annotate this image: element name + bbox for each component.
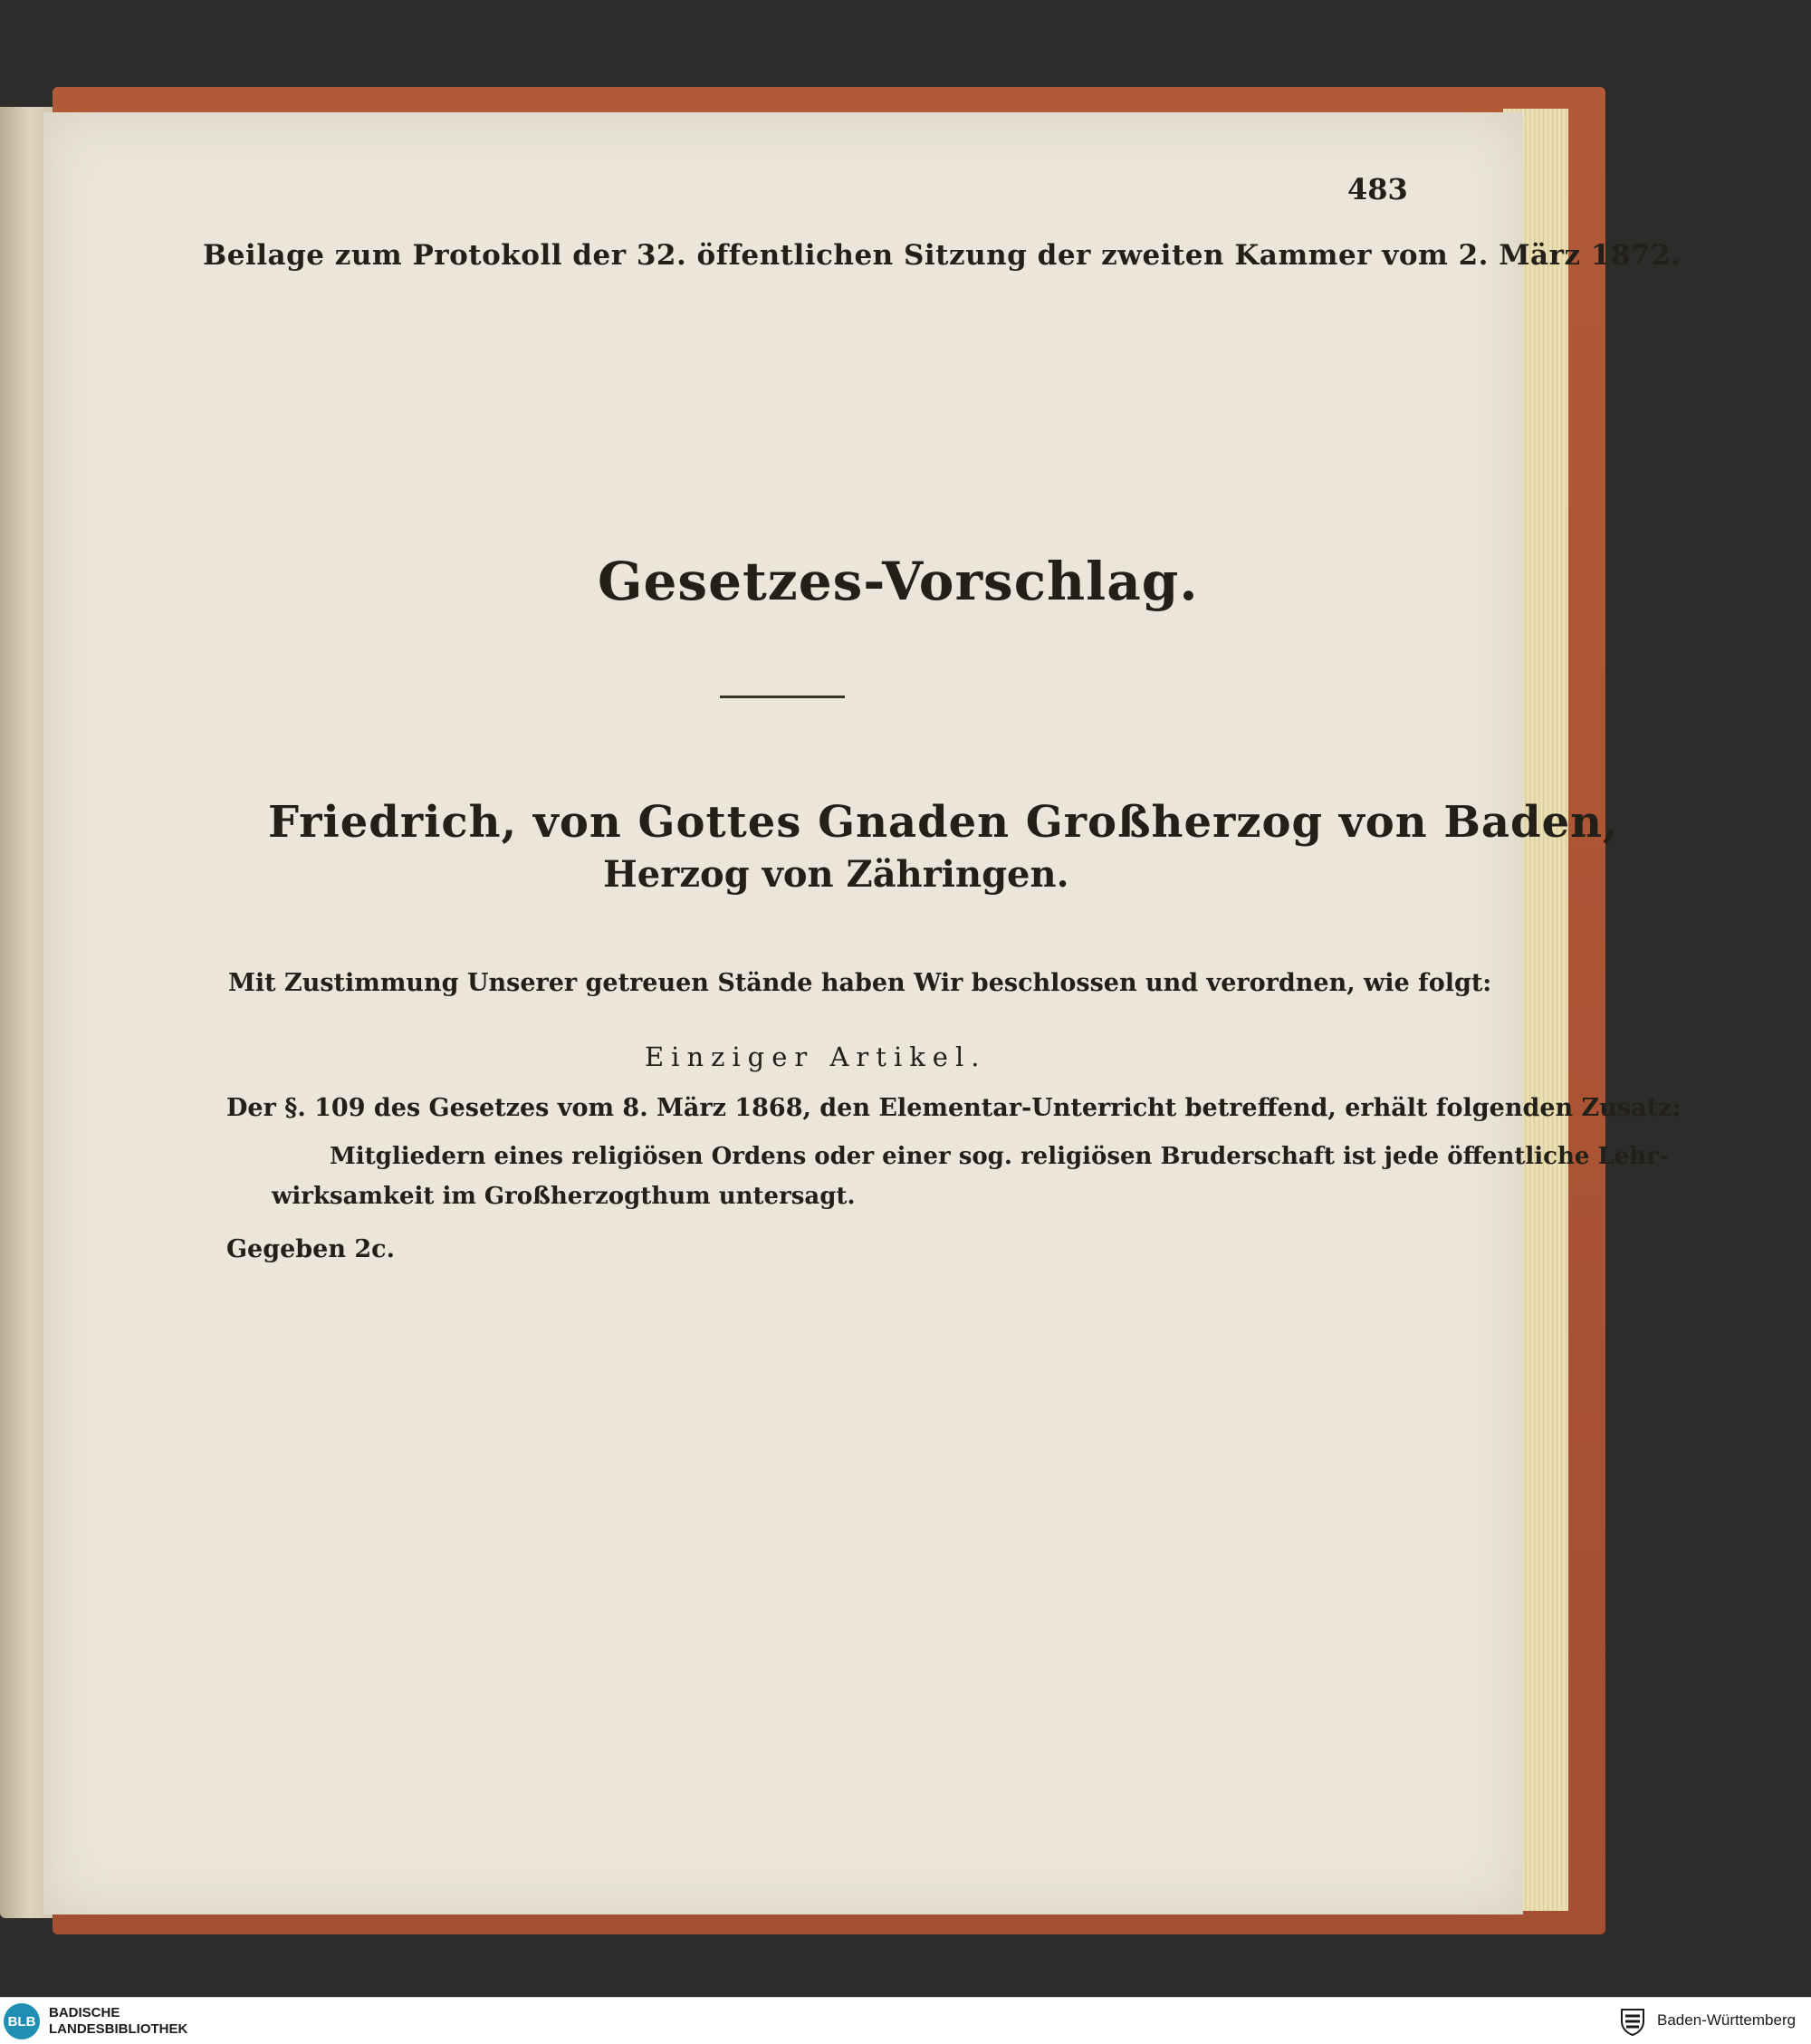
state-name[interactable]: Baden-Württemberg	[1657, 2011, 1797, 2029]
library-name	[49, 2005, 187, 2038]
closing-formula: Gegeben 2c.	[226, 1235, 396, 1263]
library-name-line1: BADISCHE	[49, 2005, 120, 2020]
blb-logo[interactable]: BLB	[4, 2003, 40, 2039]
article-body-line: Der §. 109 des Gesetzes vom 8. März 1868, den Elementar-Unterricht betreffend, erhält folgenden Zusatz:	[226, 1094, 1682, 1122]
page-number: 483	[1347, 172, 1408, 206]
article-heading: Einziger Artikel.	[645, 1041, 987, 1072]
viewer-footer	[0, 1997, 1811, 2044]
document-title: Gesetzes-Vorschlag.	[598, 551, 1199, 612]
header-line: Beilage zum Protokoll der 32. öffentlichen Sitzung der zweiten Kammer vom 2. März 1872.	[203, 239, 1682, 272]
coat-of-arms-icon	[1619, 2007, 1646, 2036]
sovereign-title-line2: Herzog von Zähringen.	[603, 853, 1069, 896]
sovereign-title-line1: Friedrich, von Gottes Gnaden Großherzog von Baden,	[268, 797, 1619, 848]
divider-rule	[720, 696, 845, 698]
library-name-line2: LANDESBIBLIOTHEK	[49, 2021, 188, 2037]
document-page	[43, 112, 1523, 1914]
article-body-line: wirksamkeit im Großherzogthum untersagt.	[272, 1183, 856, 1210]
preamble: Mit Zustimmung Unserer getreuen Stände haben Wir beschlossen und verordnen, wie folgt:	[228, 969, 1492, 997]
article-body-line: Mitgliedern eines religiösen Ordens oder einer sog. religiösen Bruderschaft ist jede öffentliche Lehr-	[330, 1143, 1669, 1170]
